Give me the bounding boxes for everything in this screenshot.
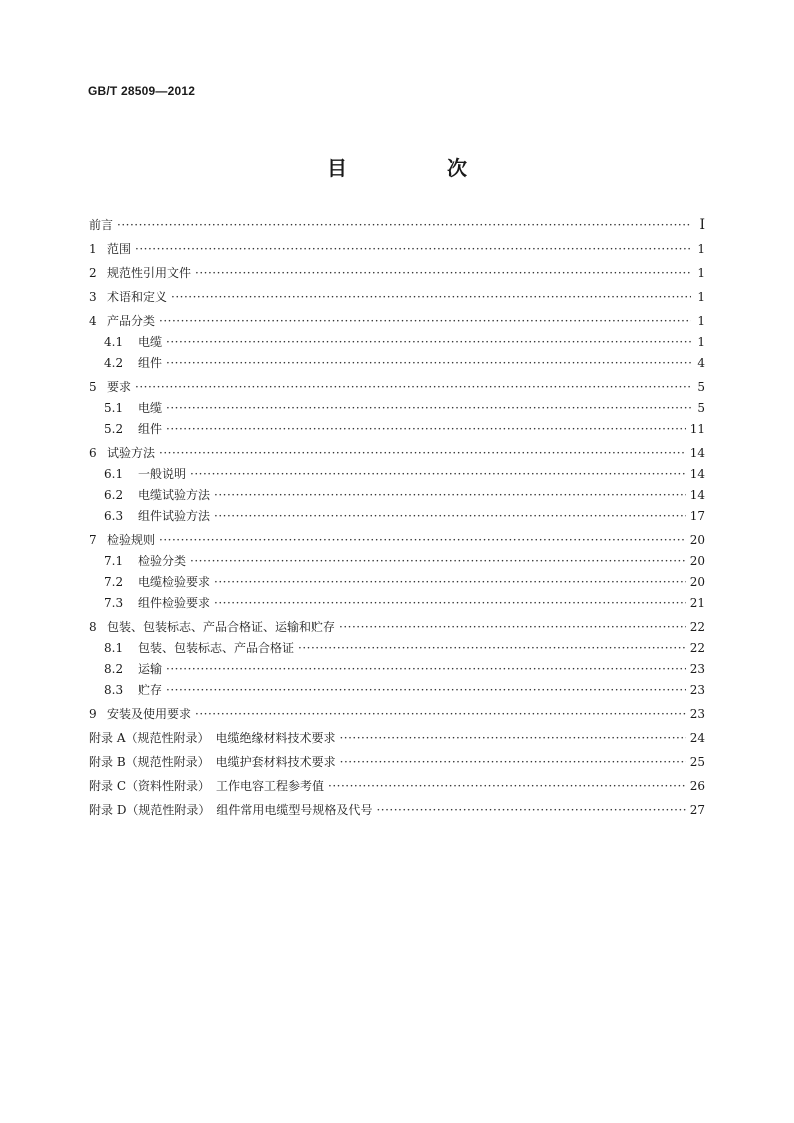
toc-entry-page: 1 [697,266,705,280]
toc-leader-dots [376,800,685,821]
toc-leader-dots [166,332,691,353]
toc-leader-dots [159,311,691,332]
toc-entry-number: 3 [89,290,97,304]
toc-leader-dots [190,551,686,572]
toc-entry-number: 9 [89,707,97,721]
toc-entry-title: 安装及使用要求 [107,707,192,721]
toc-entry-page: 23 [689,683,705,697]
toc-leader-dots [166,353,691,374]
toc-entry-page: 22 [689,620,705,634]
toc-leader-dots [190,464,686,485]
toc-entry-title: 电缆检验要求 [138,575,211,589]
toc-entry-page: 17 [689,509,705,523]
toc-entry-title: 附录 D（规范性附录） 组件常用电缆型号规格及代号 [89,803,373,817]
toc-entry-title: 范围 [107,242,132,256]
toc-entry[interactable] [89,551,705,572]
toc-entry[interactable] [89,419,705,440]
toc-entry[interactable] [89,215,705,236]
toc-entry[interactable] [89,593,705,614]
toc-entry[interactable] [89,311,705,332]
toc-entry-title: 电缆 [138,335,163,349]
toc-leader-dots [159,530,686,551]
toc-entry-title: 附录 A（规范性附录） 电缆绝缘材料技术要求 [89,731,336,745]
toc-entry-number: 8.1 [104,641,124,655]
toc-entry[interactable] [89,572,705,593]
toc-leader-dots [214,506,686,527]
toc-entry-title: 电缆 [138,401,163,415]
toc-entry[interactable] [89,680,705,701]
toc-leader-dots [159,443,686,464]
toc-entry[interactable] [89,530,705,551]
toc-entry[interactable] [89,776,705,797]
toc-leader-dots [166,680,686,701]
toc-entry-title: 产品分类 [107,314,156,328]
table-of-contents [89,215,705,821]
toc-entry[interactable] [89,239,705,260]
toc-entry-title: 包装、包装标志、产品合格证、运输和贮存 [107,620,336,634]
toc-entry-title: 附录 C（资料性附录） 工作电容工程参考值 [89,779,324,793]
toc-entry[interactable] [89,617,705,638]
toc-entry[interactable] [89,263,705,284]
toc-entry-title: 组件 [138,356,163,370]
toc-entry-number: 4.1 [104,335,124,349]
toc-leader-dots [340,752,686,773]
document-code: GB/T 28509—2012 [88,84,196,98]
toc-entry-number: 8.3 [104,683,124,697]
toc-entry-page: 4 [697,356,705,370]
toc-entry[interactable] [89,353,705,374]
toc-entry-page: 26 [689,779,705,793]
toc-entry[interactable] [89,800,705,821]
toc-entry[interactable] [89,752,705,773]
toc-entry-page: 25 [689,755,705,769]
toc-entry-page: 1 [697,290,705,304]
toc-entry-page: 22 [689,641,705,655]
toc-entry-page: 11 [689,422,705,436]
toc-leader-dots [214,572,686,593]
toc-entry[interactable] [89,332,705,353]
toc-leader-dots [339,728,685,749]
toc-entry-page: 1 [697,314,705,328]
toc-entry-number: 7.1 [104,554,124,568]
toc-entry-number: 8 [89,620,97,634]
toc-entry-number: 5.1 [104,401,124,415]
toc-entry-title: 检验规则 [107,533,156,547]
toc-entry[interactable] [89,728,705,749]
toc-leader-dots [135,239,691,260]
toc-entry-title: 组件检验要求 [138,596,211,610]
toc-entry-page: 5 [697,380,705,394]
toc-entry-title: 一般说明 [138,467,187,481]
toc-entry[interactable] [89,443,705,464]
toc-entry-title: 附录 B（规范性附录） 电缆护套材料技术要求 [89,755,336,769]
toc-entry-number: 6.1 [104,467,124,481]
toc-entry-title: 试验方法 [107,446,156,460]
toc-entry-title: 前言 [89,218,114,232]
toc-entry-page: 14 [689,467,705,481]
toc-entry-page: 24 [689,731,705,745]
toc-leader-dots [328,776,686,797]
toc-leader-dots [117,215,691,236]
toc-entry-page: 21 [689,596,705,610]
toc-entry-title: 电缆试验方法 [138,488,211,502]
toc-leader-dots [166,419,686,440]
toc-entry-title: 检验分类 [138,554,187,568]
toc-leader-dots [135,377,691,398]
toc-entry-number: 6.3 [104,509,124,523]
toc-entry-page: 27 [689,803,705,817]
toc-entry-number: 7 [89,533,97,547]
toc-entry-page: Ⅰ [699,217,705,233]
toc-leader-dots [166,659,686,680]
toc-entry-title: 组件 [138,422,163,436]
toc-entry-title: 贮存 [138,683,163,697]
toc-entry-number: 7.2 [104,575,124,589]
page-title: 目 次 [327,156,507,180]
toc-entry-page: 20 [689,575,705,589]
toc-entry-title: 组件试验方法 [138,509,211,523]
toc-entry[interactable] [89,638,705,659]
toc-entry-page: 20 [689,554,705,568]
toc-entry[interactable] [89,704,705,725]
toc-entry-number: 5 [89,380,97,394]
toc-entry[interactable] [89,398,705,419]
toc-entry[interactable] [89,464,705,485]
toc-entry-title: 运输 [138,662,163,676]
toc-entry-number: 4.2 [104,356,124,370]
toc-entry-page: 1 [697,335,705,349]
toc-entry-page: 23 [689,662,705,676]
toc-entry[interactable] [89,377,705,398]
toc-leader-dots [214,593,686,614]
toc-entry[interactable] [89,485,705,506]
toc-entry-title: 要求 [107,380,132,394]
toc-entry-page: 5 [697,401,705,415]
toc-entry-page: 23 [689,707,705,721]
toc-entry[interactable] [89,506,705,527]
toc-entry-page: 14 [689,446,705,460]
toc-entry[interactable] [89,287,705,308]
toc-entry-number: 6.2 [104,488,124,502]
toc-entry-number: 5.2 [104,422,124,436]
toc-entry-page: 14 [689,488,705,502]
toc-entry-number: 4 [89,314,97,328]
toc-entry-page: 20 [689,533,705,547]
toc-leader-dots [171,287,691,308]
toc-entry-number: 7.3 [104,596,124,610]
toc-entry-number: 1 [89,242,97,256]
toc-leader-dots [339,617,686,638]
toc-leader-dots [214,485,686,506]
toc-leader-dots [195,263,691,284]
toc-entry-number: 2 [89,266,97,280]
toc-entry-title: 规范性引用文件 [107,266,192,280]
toc-entry-title: 术语和定义 [107,290,168,304]
toc-leader-dots [166,398,691,419]
toc-leader-dots [298,638,686,659]
toc-leader-dots [195,704,686,725]
toc-entry-number: 6 [89,446,97,460]
toc-entry-number: 8.2 [104,662,124,676]
toc-entry[interactable] [89,659,705,680]
toc-entry-page: 1 [697,242,705,256]
toc-entry-title: 包装、包装标志、产品合格证 [138,641,295,655]
